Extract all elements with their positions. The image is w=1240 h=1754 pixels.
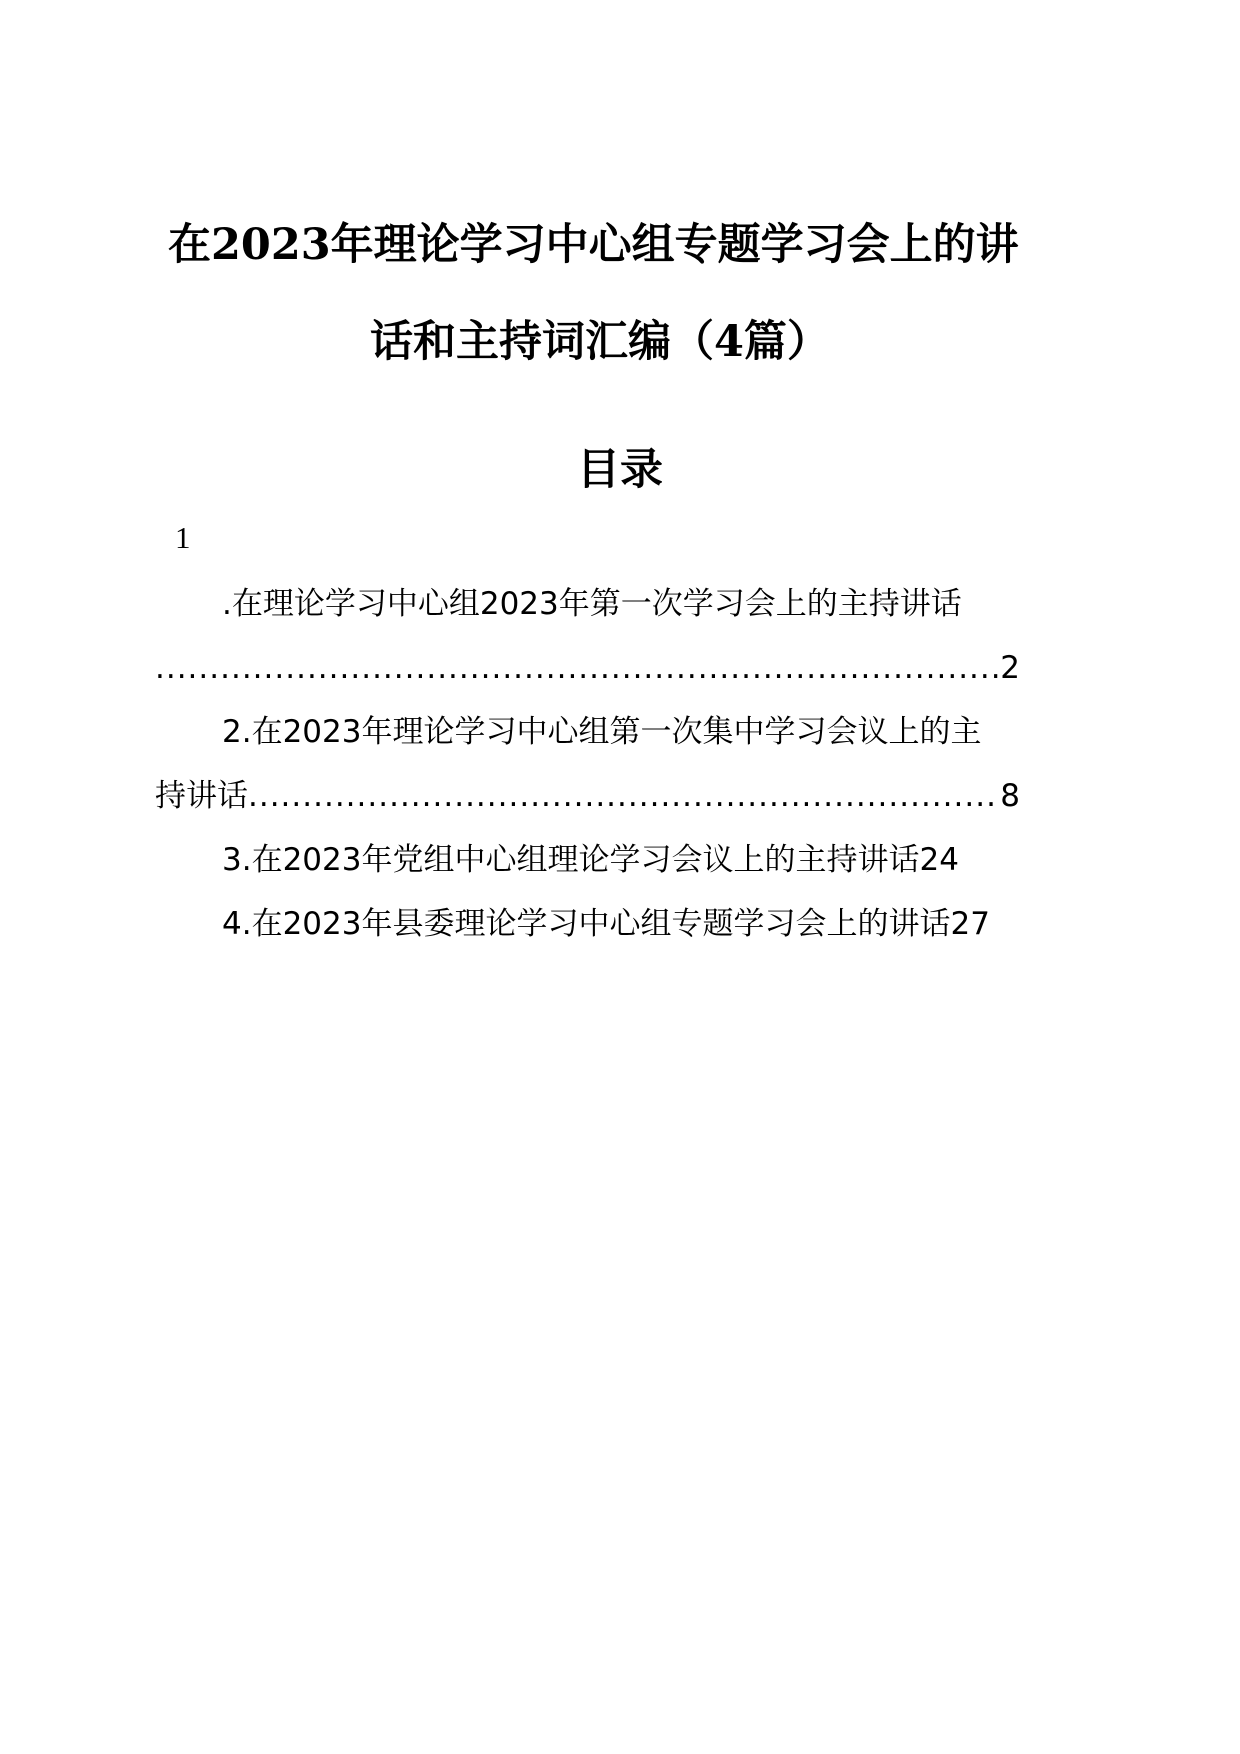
document-title-line-1: 在2023年理论学习中心组专题学习会上的讲: [168, 220, 1019, 270]
toc-entry-1-leader-row[interactable]: [155, 646, 1020, 690]
toc-heading: 目录: [577, 445, 663, 495]
toc-entry-2-page-number: 8: [1000, 778, 1020, 814]
toc-entry-4-text[interactable]: 4.在2023年县委理论学习中心组专题学习会上的讲话27: [222, 906, 990, 942]
toc-entry-2-continuation: 持讲话: [155, 778, 248, 814]
document-title-line-2: 话和主持词汇编（4篇）: [370, 317, 830, 367]
toc-entry-1-text[interactable]: .在理论学习中心组2023年第一次学习会上的主持讲话: [222, 586, 962, 622]
toc-entry-2-dot-leader: [248, 774, 1000, 818]
toc-entry-2-leader-row[interactable]: [155, 774, 1020, 818]
toc-entry-1-dot-leader: [155, 646, 1000, 690]
toc-entry-1-page-number: 2: [1000, 650, 1020, 686]
toc-stray-number: 1: [175, 520, 191, 555]
toc-entry-3-text[interactable]: 3.在2023年党组中心组理论学习会议上的主持讲话24: [222, 842, 959, 878]
toc-entry-2-text[interactable]: 2.在2023年理论学习中心组第一次集中学习会议上的主: [222, 714, 982, 750]
